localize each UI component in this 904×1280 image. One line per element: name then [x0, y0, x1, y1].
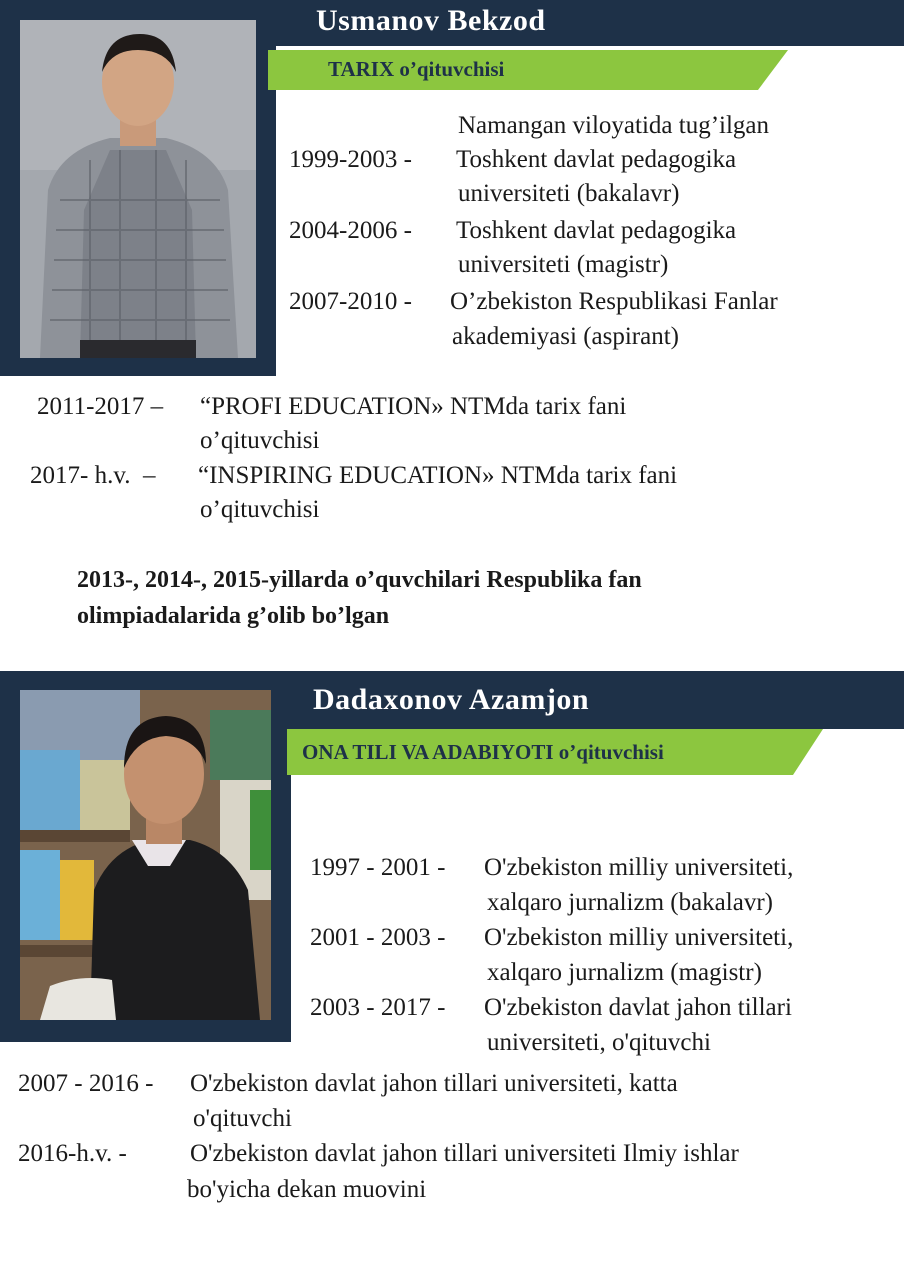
bio-text: xalqaro jurnalizm (bakalavr) — [487, 889, 773, 916]
bio-text: O'zbekiston milliy universiteti, — [484, 924, 794, 951]
bio-text: O'zbekiston davlat jahon tillari universiteti, katta — [190, 1070, 678, 1097]
bio-text: bo'yicha dekan muovini — [187, 1176, 427, 1203]
bio-text: O’zbekiston Respublikasi Fanlar — [450, 288, 778, 315]
bio-text: universiteti (magistr) — [458, 251, 669, 278]
bio-text: Toshkent davlat pedagogika — [456, 146, 737, 173]
achievement-line: 2013-, 2014-, 2015-yillarda o’quvchilari Respublika fan — [77, 567, 642, 593]
bio-year: 2016-h.v. - — [18, 1140, 127, 1167]
teacher-photo — [20, 20, 256, 358]
bio-year: 2001 - 2003 - — [310, 924, 446, 951]
bio-year: 2003 - 2017 - — [310, 994, 446, 1021]
bio-year: 2007 - 2016 - — [18, 1070, 154, 1097]
bio-text: universiteti (bakalavr) — [458, 180, 680, 207]
bio-text: Toshkent davlat pedagogika — [456, 217, 737, 244]
bio-text: akademiyasi (aspirant) — [452, 323, 679, 350]
bio-year: 2011-2017 – — [37, 393, 164, 420]
bio-year: 2007-2010 - — [289, 288, 412, 315]
bio-text: O'zbekiston davlat jahon tillari — [484, 994, 792, 1021]
bio-text: “INSPIRING EDUCATION» NTMda tarix fani — [198, 462, 678, 489]
bio-year: 2004-2006 - — [289, 217, 412, 244]
teacher-role: TARIX o’qituvchisi — [328, 57, 505, 81]
bio-text: O'zbekiston milliy universiteti, — [484, 854, 794, 881]
teacher-name: Dadaxonov Azamjon — [313, 683, 590, 716]
bio-year: 1997 - 2001 - — [310, 854, 446, 881]
bio-text: O'zbekiston davlat jahon tillari universiteti Ilmiy ishlar — [190, 1140, 739, 1167]
teacher-name: Usmanov Bekzod — [316, 4, 546, 37]
bio-text: o’qituvchisi — [200, 496, 320, 523]
bio-year: 1999-2003 - — [289, 146, 412, 173]
bio-text: “PROFI EDUCATION» NTMda tarix fani — [200, 393, 627, 420]
teacher-photo — [20, 690, 271, 1020]
bio-text: xalqaro jurnalizm (magistr) — [487, 959, 762, 986]
bio-text: Namangan viloyatida tug’ilgan — [458, 112, 770, 139]
teacher-role: ONA TILI VA ADABIYOTI o’qituvchisi — [302, 740, 664, 764]
bio-text: o'qituvchi — [193, 1105, 292, 1132]
bio-year: 2017- h.v. – — [30, 462, 156, 489]
bio-text: universiteti, o'qituvchi — [487, 1029, 711, 1056]
bio-text: o’qituvchisi — [200, 427, 320, 454]
achievement-line: olimpiadalarida g’olib bo’lgan — [77, 603, 390, 629]
